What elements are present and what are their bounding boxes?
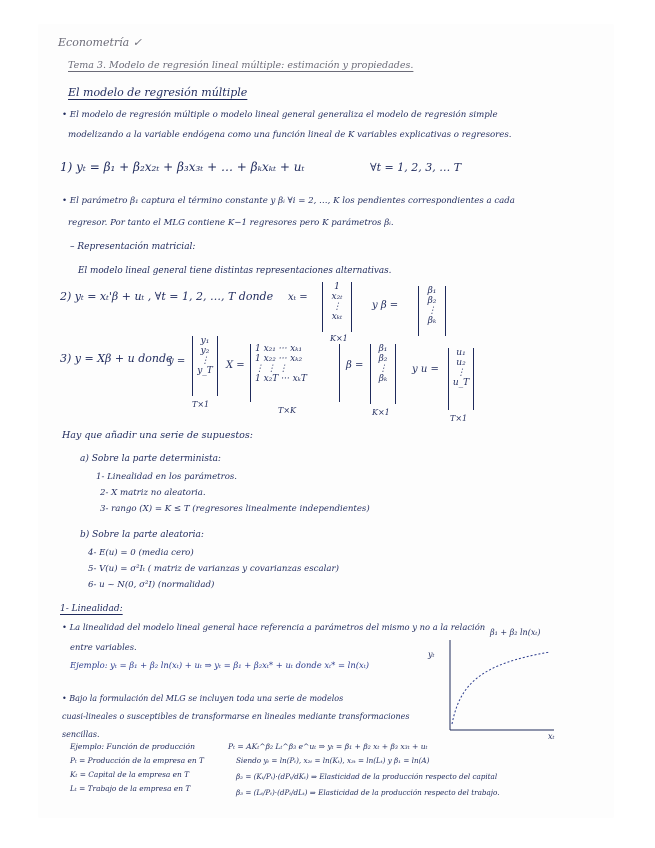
equation-2-expression: yₜ = xₜ'β + uₜ , ∀t = 1, 2, …, T donde [74,290,274,303]
intro-line-1: • El modelo de regresión múltiple o modelo lineal general generaliza el modelo de regresión simple [62,110,498,120]
eq3-X-row: 1 x₂₁ ··· xₖ₁ [255,344,303,354]
production-def-P: Pₜ = Producción de la empresa en T [70,756,204,765]
eq3-X-dim: T×K [278,406,297,415]
production-beta2: β₂ = (Kₜ/Pₜ)·(dPₜ/dKₜ) ⇒ Elasticidad de la producción respecto del capital [236,772,498,781]
eq3-y-dim: T×1 [192,400,210,409]
formulation-line-2: cuasi-lineales o susceptibles de transformarse en lineales mediante transformaciones [62,712,410,721]
eq3-beta-vector [370,344,396,404]
eq2-x-entry: ⋮ [332,302,342,312]
eq3-u-entry: u_T [452,378,470,388]
eq3-beta-entry: βₖ [378,374,388,384]
part-b-item-5: 5- V(u) = σ²Iₜ ( matriz de varianzas y covarianzas escalar) [88,564,339,574]
part-a-item-2: 2- X matriz no aleatoria. [100,488,206,498]
eq3-y-entry: ⋮ [200,356,210,366]
eq3-y-vector [192,336,218,396]
linearity-line-2: entre variables. [70,642,137,652]
part-a-item-1: 1- Linealidad en los parámetros. [96,472,238,482]
equation-3-number: 3) [60,352,72,365]
eq3-y-entry: y₂ [200,346,210,356]
eq3-X-row: 1 x₂T ··· xₖT [255,374,307,384]
eq2-x-entry: xₖₜ [331,312,343,322]
eq2-beta-entry: βₖ [427,316,437,326]
equation-3-expression: y = Xβ + u donde [74,352,173,365]
eq2-beta-entry: ⋮ [427,306,437,316]
graph-y-label: yₜ [428,650,435,659]
eq2-beta-entry: β₁ [427,286,437,296]
eq3-u-dim: T×1 [450,414,468,423]
eq2-x-entry: 1 [334,282,340,292]
eq3-u-label: y u = [412,364,439,375]
equation-1-expression: yₜ = β₁ + β₂x₂ₜ + β₃x₃ₜ + … + βₖxₖₜ + uₜ [76,160,305,174]
linearity-example: Ejemplo: yₜ = β₁ + β₂ ln(xₜ) + uₜ ⇒ yₜ = β₁ + β₂xₜ* + uₜ donde xₜ* = ln(xₜ) [70,660,370,670]
course-name: Econometría [58,36,130,49]
log-curve-graph [440,634,560,734]
formulation-line-1: • Bajo la formulación del MLG se incluyen toda una serie de modelos [62,694,344,703]
linearity-title: 1- Linealidad: [60,604,123,614]
section-title: El modelo de regresión múltiple [68,86,248,99]
eq2-x-label: xₜ = [288,292,308,303]
topic-title: Tema 3. Modelo de regresión lineal múltiple: estimación y propiedades. [68,60,414,71]
matrix-heading: – Representación matricial: [70,242,196,252]
eq3-X-label: X = [226,360,245,371]
intro-line-2: modelizando a la variable endógena como una función lineal de K variables explicativas o regresores. [68,130,512,140]
eq3-u-entry: ⋮ [456,368,466,378]
course-header [58,36,142,49]
eq3-y-label: y = [168,356,186,367]
assumptions-heading: Hay que añadir una serie de supuestos: [62,430,253,441]
eq3-X-row: 1 x₂₂ ··· xₖ₂ [255,354,303,364]
check-mark: ✓ [132,36,142,49]
part-b-title: b) Sobre la parte aleatoria: [80,530,204,540]
linearity-line-1: • La linealidad del modelo lineal general hace referencia a parámetros del mismo y no a la relación [62,622,486,632]
production-formula: Pₜ = AKₜ^β₂ Lₜ^β₃ e^uₜ ⇒ yₜ = β₁ + β₂ xₜ + β₃ x₃ₜ + uₜ [228,742,428,751]
eq2-x-entry: x₂ₜ [331,292,343,302]
formulation-line-3: sencillas. [62,730,100,739]
production-substitution: Siendo yₜ = ln(Pₜ), x₂ₜ = ln(Kₜ), x₃ₜ = ln(Lₜ) y β₁ = ln(A) [236,756,430,765]
part-b-item-4: 4- E(u) = 0 (media cero) [88,548,194,558]
production-beta3: β₃ = (Lₜ/Pₜ)·(dPₜ/dLₜ) ⇒ Elasticidad de la producción respecto del trabajo. [236,788,500,797]
eq3-u-entry: u₂ [456,358,466,368]
equation-2 [60,290,273,303]
eq3-beta-entry: ⋮ [378,364,388,374]
eq3-u-entry: u₁ [456,348,466,358]
part-b-item-6: 6- u ~ N(0, σ²I) (normalidad) [88,580,215,590]
eq3-y-entry: y_T [197,366,213,376]
equation-1 [60,160,304,174]
eq3-beta-entry: β₂ [378,354,388,364]
equation-2-number: 2) [60,290,72,303]
part-a-title: a) Sobre la parte determinista: [80,454,221,464]
eq2-x-vector [322,282,352,332]
graph-x-label: xₜ [548,732,555,741]
equation-3 [60,352,173,365]
production-def-K: Kₜ = Capital de la empresa en T [70,770,190,779]
production-lead: Ejemplo: Función de producción [70,742,196,751]
graph-log-curve [452,652,550,724]
eq3-X-matrix [250,344,340,402]
eq2-beta-entry: β₂ [427,296,437,306]
eq3-beta-dim: K×1 [372,408,390,417]
eq2-beta-label: y β = [372,300,399,311]
graph-curve-label: β₁ + β₂ ln(xₜ) [490,628,541,637]
eq2-x-dim: K×1 [330,334,348,343]
param-line-1: • El parámetro β₁ captura el término constante y βᵢ ∀i = 2, …, K los pendientes correspondientes a cada [62,196,515,206]
equation-1-number: 1) [60,160,73,174]
eq2-beta-vector [418,286,446,336]
part-a-item-3: 3- rango (X) = K ≤ T (regresores linealmente independientes) [100,504,370,514]
eq3-y-entry: y₁ [200,336,210,346]
param-line-2: regresor. Por tanto el MLG contiene K−1 regresores pero K parámetros βᵢ. [68,218,394,228]
production-def-L: Lₜ = Trabajo de la empresa en T [70,784,191,793]
eq3-X-row: ⋮ ⋮ ⋮ [255,364,288,374]
equation-1-domain: ∀t = 1, 2, 3, … T [370,161,462,174]
eq3-u-vector [448,348,474,410]
eq3-beta-entry: β₁ [378,344,388,354]
eq3-beta-label: β = [346,360,364,371]
matrix-intro: El modelo lineal general tiene distintas representaciones alternativas. [78,266,392,276]
